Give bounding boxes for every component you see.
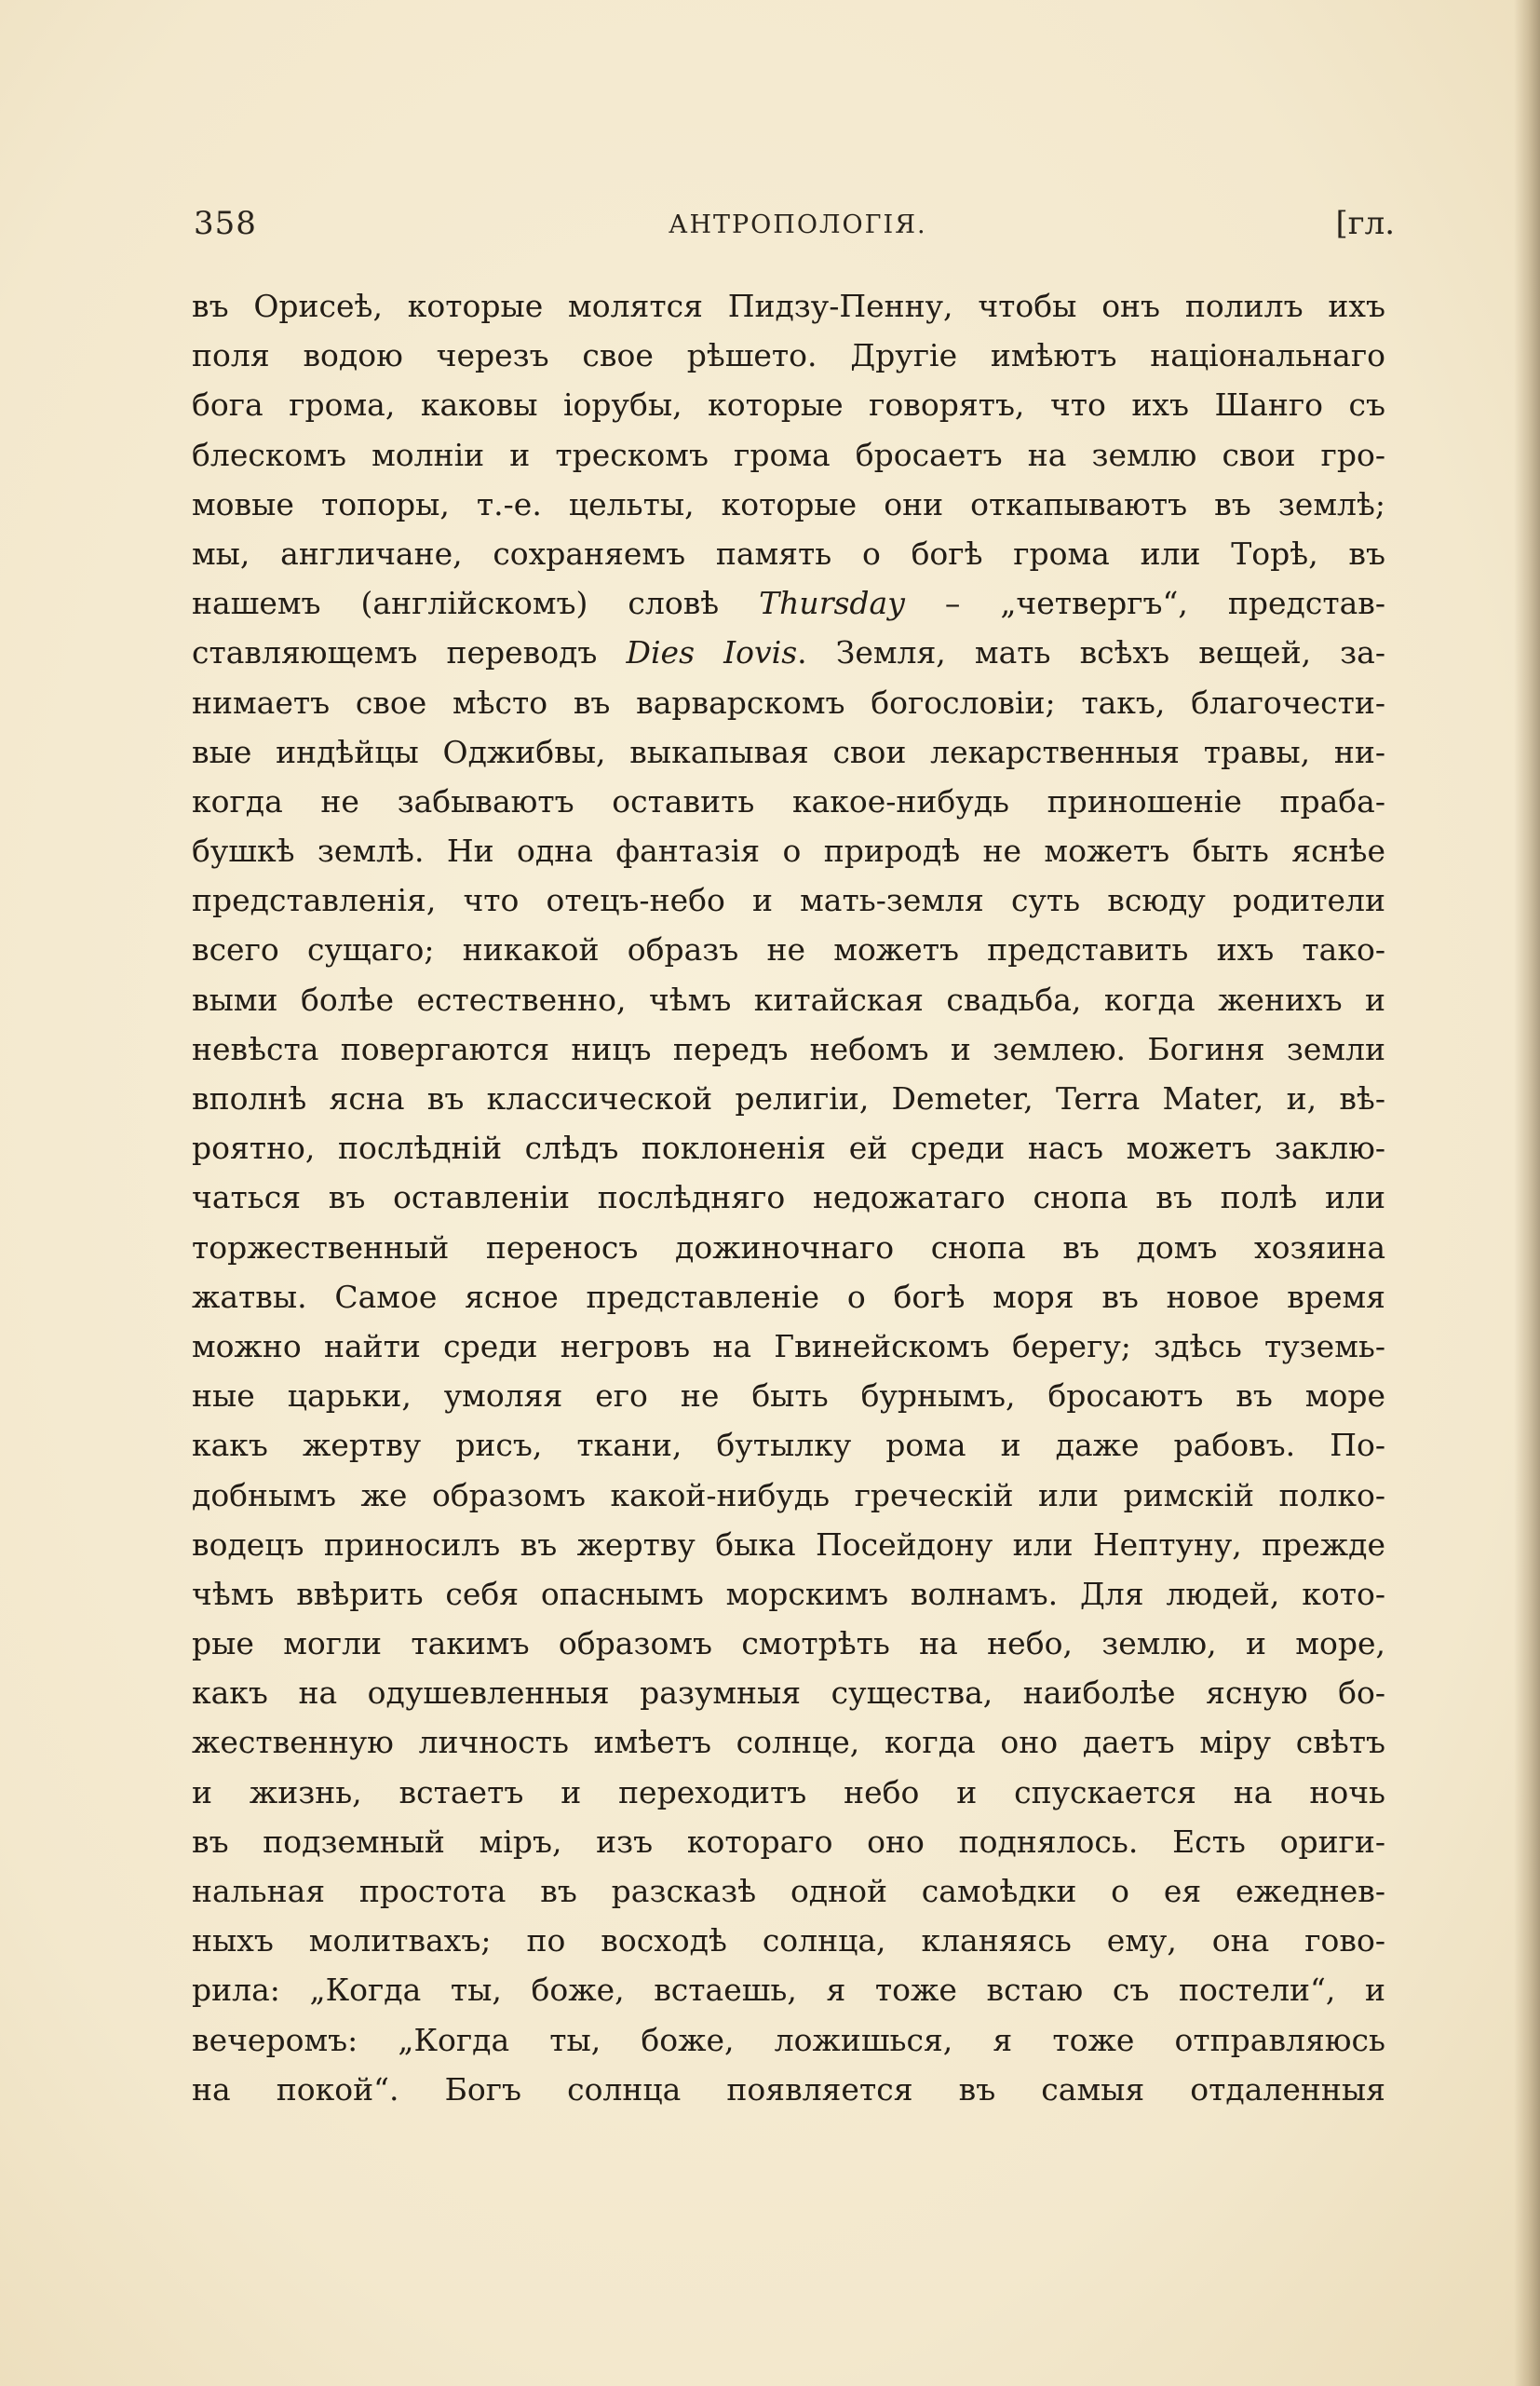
text-line: мы, англичане, сохраняемъ память о богѣ грома или Торѣ, въ: [192, 535, 1385, 572]
text-line: рые могли такимъ образомъ смотрѣть на небо, землю, и море,: [192, 1625, 1385, 1662]
text-line: чаться въ оставленіи послѣдняго недожатаго снопа въ полѣ или: [192, 1179, 1385, 1216]
text-line: ные царьки, умоляя его не быть бурнымъ, бросаютъ въ море: [192, 1377, 1385, 1415]
text-line: жатвы. Самое ясное представленіе о богѣ моря въ новое время: [192, 1278, 1385, 1315]
text-line: выми болѣе естественно, чѣмъ китайская свадьба, когда женихъ и: [192, 981, 1385, 1018]
text-line: вечеромъ: „Когда ты, боже, ложишься, я тоже отправляюсь: [192, 2021, 1385, 2058]
text-line: рила: „Когда ты, боже, встаешь, я тоже встаю съ постели“, и: [192, 1972, 1385, 2009]
text-line: блескомъ молніи и трескомъ грома бросаетъ на землю свои гро-: [192, 436, 1385, 473]
text-line: когда не забываютъ оставить какое-нибудь приношеніе праба-: [192, 782, 1385, 820]
body-text: [192, 281, 1385, 2114]
text-line: бушкѣ землѣ. Ни одна фантазія о природѣ не можетъ быть яснѣе: [192, 833, 1385, 870]
italic-term: Thursday: [759, 585, 905, 622]
text-line: поля водою черезъ свое рѣшето. Другіе имѣютъ національнаго: [192, 337, 1385, 374]
text-line: чѣмъ ввѣрить себя опаснымъ морскимъ волнамъ. Для людей, кото-: [192, 1575, 1385, 1612]
text-line: бога грома, каковы іорубы, которые говорятъ, что ихъ Шанго съ: [192, 386, 1385, 424]
running-head: [194, 205, 1395, 251]
text-segment: ставляющемъ переводъ: [192, 634, 627, 671]
text-line: [192, 628, 1385, 677]
text-line: добнымъ же образомъ какой-нибудь греческій или римскій полко-: [192, 1476, 1385, 1513]
text-line: всего сущаго; никакой образъ не можетъ представить ихъ тако-: [192, 931, 1385, 969]
text-segment: нашемъ (англійскомъ) словѣ: [192, 585, 760, 622]
text-segment: – „четвергъ“, представ-: [904, 585, 1385, 622]
text-segment: . Земля, мать всѣхъ вещей, за-: [797, 634, 1385, 671]
page-edge-shadow: [1514, 0, 1540, 2386]
text-line: [192, 578, 1385, 628]
text-line: на покой“. Богъ солнца появляется въ самыя отдаленныя: [192, 2070, 1385, 2108]
text-line: нальная простота въ разсказѣ одной самоѣдки о ея ежеднев-: [192, 1873, 1385, 1909]
section-reference: [гл.: [1335, 205, 1395, 242]
text-line: въ Орисеѣ, которые молятся Пидзу-Пенну, чтобы онъ полилъ ихъ: [192, 288, 1385, 324]
text-line: ныхъ молитвахъ; по восходѣ солнца, кланяясь ему, она гово-: [192, 1922, 1385, 1959]
text-line: вполнѣ ясна въ классической религіи, Demeter, Terra Mater, и, вѣ-: [192, 1080, 1385, 1117]
text-line: мовые топоры, т.-е. цельты, которые они откапываютъ въ землѣ;: [192, 485, 1385, 522]
text-line: водецъ приносилъ въ жертву быка Посейдону или Нептуну, прежде: [192, 1525, 1385, 1563]
text-line: какъ жертву рисъ, ткани, бутылку рома и даже рабовъ. По-: [192, 1427, 1385, 1464]
page-number: 358: [194, 205, 257, 242]
text-line: невѣста повергаются ницъ передъ небомъ и землею. Богиня земли: [192, 1030, 1385, 1067]
text-line: нимаетъ свое мѣсто въ варварскомъ богословіи; такъ, благочести-: [192, 684, 1385, 721]
text-line: вые индѣйцы Оджибвы, выкапывая свои лекарственныя травы, ни-: [192, 733, 1385, 770]
text-line: и жизнь, встаетъ и переходитъ небо и спускается на ночь: [192, 1773, 1385, 1810]
text-line: можно найти среди негровъ на Гвинейскомъ берегу; здѣсь туземь-: [192, 1327, 1385, 1364]
text-line: жественную личность имѣетъ солнце, когда оно даетъ міру свѣтъ: [192, 1724, 1385, 1761]
italic-term: Dies Iovis: [626, 634, 798, 671]
text-line: роятно, послѣдній слѣдъ поклоненія ей среди насъ можетъ заклю-: [192, 1130, 1385, 1167]
text-line: представленія, что отецъ-небо и мать-земля суть всюду родители: [192, 882, 1385, 919]
text-line: въ подземный міръ, изъ котораго оно поднялось. Есть ориги-: [192, 1823, 1385, 1860]
running-title: АНТРОПОЛОГІЯ.: [669, 210, 927, 239]
text-line: какъ на одушевленныя разумныя существа, наиболѣе ясную бо-: [192, 1674, 1385, 1712]
text-line: торжественный переносъ дожиночнаго снопа въ домъ хозяина: [192, 1228, 1385, 1266]
